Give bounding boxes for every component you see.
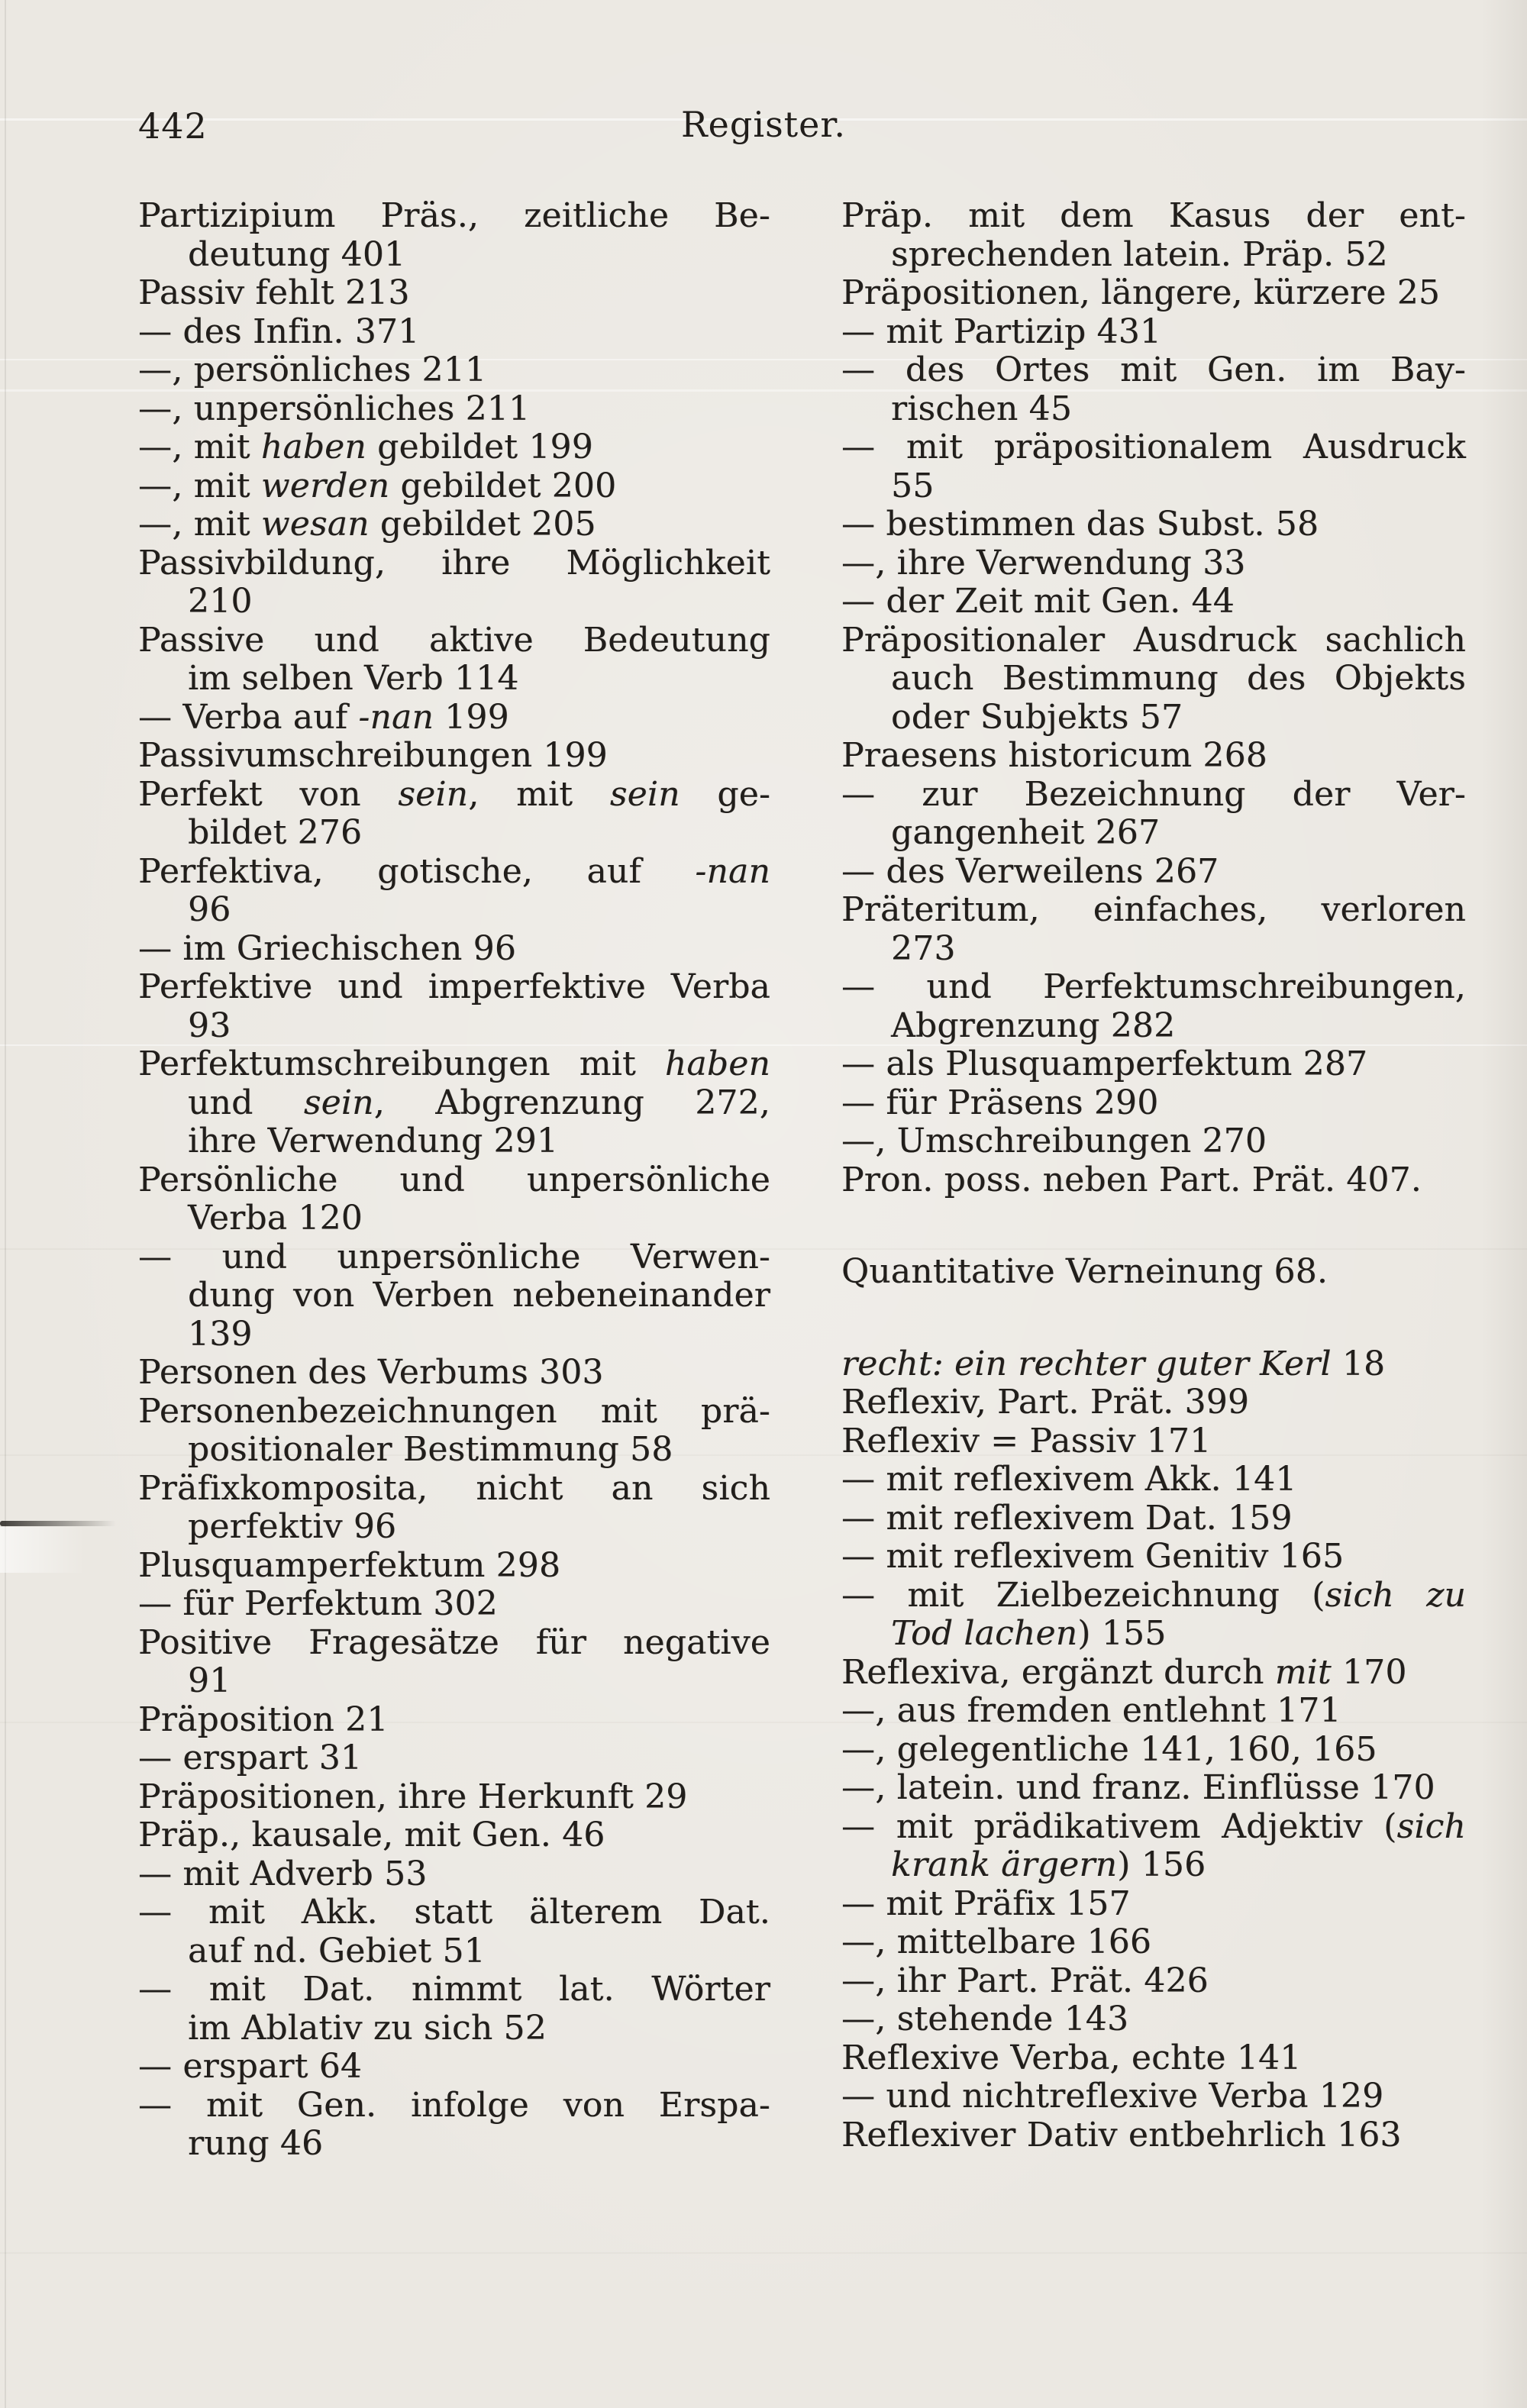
index-text: Perfekt von xyxy=(138,774,399,814)
index-text: im selben Verb 114 xyxy=(188,659,519,698)
index-text: — mit Gen. infolge von Erspa- xyxy=(138,2085,770,2125)
index-text: Reflexiver Dativ entbehrlich 163 xyxy=(841,2115,1402,2155)
index-line xyxy=(188,1431,770,1470)
index-text: —, persönliches 211 xyxy=(138,350,487,389)
index-line xyxy=(891,699,1466,738)
index-text: auf nd. Gebiet 51 xyxy=(188,1931,486,1971)
index-line xyxy=(841,428,1466,467)
index-text: — erspart 64 xyxy=(138,2047,363,2086)
index-text: gebildet 205 xyxy=(369,505,596,544)
index-line xyxy=(841,1769,1466,1808)
index-text: 199 xyxy=(434,697,509,737)
index-text: Abgrenzung 282 xyxy=(891,1005,1176,1045)
index-line xyxy=(138,1393,770,1432)
index-term-italic: haben xyxy=(664,1044,770,1083)
index-text: Partizipium Präs., zeitliche Be- xyxy=(138,196,770,235)
index-line xyxy=(891,1846,1466,1885)
index-text: —, aus fremden entlehnt 171 xyxy=(841,1691,1341,1730)
index-text: perfektiv 96 xyxy=(188,1507,397,1546)
index-line xyxy=(188,660,770,699)
index-line xyxy=(188,2125,770,2164)
index-line xyxy=(891,1007,1466,1046)
index-line xyxy=(841,1422,1466,1461)
index-text: Personen des Verbums 303 xyxy=(138,1353,604,1392)
index-line xyxy=(188,1199,770,1238)
index-line xyxy=(841,1577,1466,1616)
index-line xyxy=(188,814,770,853)
index-line xyxy=(891,236,1466,275)
index-text: — für Perfektum 302 xyxy=(138,1584,498,1623)
index-line xyxy=(138,699,770,738)
index-line xyxy=(138,1701,770,1740)
index-line xyxy=(138,1354,770,1393)
index-text: —, gelegentliche 141, 160, 165 xyxy=(841,1729,1377,1769)
index-text: — mit Dat. nimmt lat. Wörter xyxy=(138,1970,770,2009)
index-text: 91 xyxy=(188,1661,231,1700)
index-line xyxy=(841,544,1466,583)
index-text: — und Perfektumschreibungen, xyxy=(841,967,1466,1006)
index-text: 139 xyxy=(188,1314,253,1354)
index-text: 93 xyxy=(188,1005,231,1045)
index-term-italic: werden xyxy=(260,466,390,505)
index-term-italic: mit xyxy=(1274,1652,1332,1692)
index-line xyxy=(841,1345,1466,1384)
index-term-italic: krank ärgern xyxy=(891,1845,1118,1884)
index-column-left xyxy=(138,197,770,2164)
index-text: deutung 401 xyxy=(188,234,406,274)
index-line xyxy=(841,1122,1466,1161)
index-text: Personenbezeichnungen mit prä- xyxy=(138,1391,770,1431)
index-line xyxy=(188,1315,770,1354)
index-text: — mit prädikativem Adjektiv ( xyxy=(841,1806,1397,1846)
index-text: sprechenden latein. Präp. 52 xyxy=(891,234,1388,274)
index-line xyxy=(841,1654,1466,1693)
index-line xyxy=(138,853,770,892)
index-text: — mit präpositionalem Ausdruck xyxy=(841,428,1466,466)
index-line xyxy=(138,313,770,352)
index-line xyxy=(138,1585,770,1624)
index-text: — mit Zielbezeichnung ( xyxy=(841,1575,1325,1615)
index-line xyxy=(841,853,1466,892)
index-text: im Ablativ zu sich 52 xyxy=(188,2008,547,2048)
index-line xyxy=(138,1971,770,2009)
index-text: gangenheit 267 xyxy=(891,813,1161,852)
index-text: 18 xyxy=(1331,1344,1386,1383)
index-line xyxy=(138,737,770,776)
index-line xyxy=(841,313,1466,352)
index-text: — und unpersönliche Verwen- xyxy=(138,1237,770,1277)
index-text: — mit reflexivem Akk. 141 xyxy=(841,1460,1297,1499)
index-text: Präp. mit dem Kasus der ent- xyxy=(841,196,1466,235)
index-line xyxy=(138,428,770,467)
index-term-italic: sich xyxy=(1396,1806,1466,1846)
index-text: — im Griechischen 96 xyxy=(138,928,517,968)
index-line xyxy=(841,1045,1466,1084)
index-term-italic: recht: ein rechter guter Kerl xyxy=(841,1344,1332,1383)
index-term-italic: -nan xyxy=(358,697,434,737)
index-line xyxy=(841,1161,1466,1200)
index-line xyxy=(138,1855,770,1894)
index-line xyxy=(841,1885,1466,1924)
index-text: Plusquamperfektum 298 xyxy=(138,1545,561,1585)
index-text: dung von Verben nebeneinander xyxy=(188,1276,770,1315)
index-term-italic: wesan xyxy=(260,505,370,544)
index-line xyxy=(891,390,1466,429)
index-text: , Abgrenzung 272, xyxy=(373,1083,770,1122)
index-text: gebildet 200 xyxy=(389,466,617,505)
index-line xyxy=(138,1816,770,1855)
index-line xyxy=(841,1383,1466,1422)
index-line xyxy=(841,1731,1466,1770)
index-text: 96 xyxy=(188,890,231,929)
index-text: Präposition 21 xyxy=(138,1699,389,1739)
index-line xyxy=(138,351,770,390)
index-line xyxy=(841,1499,1466,1538)
index-column-right xyxy=(841,197,1466,2155)
index-text: — und nichtreflexive Verba 129 xyxy=(841,2077,1384,2116)
index-text: — mit reflexivem Dat. 159 xyxy=(841,1498,1293,1538)
index-term-italic: sein xyxy=(303,1083,374,1122)
index-line xyxy=(138,1778,770,1817)
index-line xyxy=(138,274,770,313)
index-line xyxy=(841,1962,1466,2001)
index-line xyxy=(138,1238,770,1277)
index-text: Passivbildung, ihre Möglichkeit xyxy=(138,543,770,583)
index-line xyxy=(841,1253,1466,1292)
index-text: — mit Partizip 431 xyxy=(841,311,1162,351)
scan-crease-highlight-artifact xyxy=(0,1527,107,1573)
index-text: —, mit xyxy=(138,466,261,505)
index-text: , mit xyxy=(468,774,610,814)
index-text: — mit Adverb 53 xyxy=(138,1854,428,1893)
index-line xyxy=(138,2048,770,2087)
index-line xyxy=(841,505,1466,544)
index-term-italic: -nan xyxy=(695,851,770,891)
scan-edge-shade-artifact xyxy=(1481,0,1527,2408)
index-line xyxy=(188,1932,770,1971)
index-text: —, ihr Part. Prät. 426 xyxy=(841,1961,1209,2000)
index-text: positionaler Bestimmung 58 xyxy=(188,1430,673,1469)
index-text: —, latein. und franz. Einflüsse 170 xyxy=(841,1768,1435,1807)
index-line xyxy=(841,968,1466,1007)
index-line xyxy=(188,1122,770,1161)
index-line xyxy=(891,930,1466,969)
index-text: — des Verweilens 267 xyxy=(841,851,1219,891)
index-line xyxy=(188,583,770,621)
index-text: ihre Verwendung 291 xyxy=(188,1122,559,1160)
index-text: rung 46 xyxy=(188,2124,324,2163)
index-text: — bestimmen das Subst. 58 xyxy=(841,505,1319,544)
index-line xyxy=(138,390,770,429)
index-line xyxy=(138,544,770,583)
index-line xyxy=(138,968,770,1007)
index-text: Perfektive und imperfektive Verba xyxy=(138,967,770,1006)
index-line xyxy=(138,1547,770,1586)
index-text: — für Präsens 290 xyxy=(841,1083,1159,1122)
index-text: Reflexive Verba, echte 141 xyxy=(841,2038,1302,2077)
index-text: —, Umschreibungen 270 xyxy=(841,1122,1267,1160)
index-line xyxy=(841,2116,1466,2155)
index-line xyxy=(138,1739,770,1778)
index-text: Reflexiv = Passiv 171 xyxy=(841,1421,1212,1461)
index-line xyxy=(138,1045,770,1084)
index-line xyxy=(138,2087,770,2126)
index-line xyxy=(841,737,1466,776)
index-line xyxy=(891,814,1466,853)
index-text: Positive Fragesätze für negative xyxy=(138,1622,770,1662)
index-text: —, stehende 143 xyxy=(841,2000,1129,2038)
index-term-italic: sich zu xyxy=(1325,1575,1466,1615)
index-line xyxy=(841,583,1466,621)
index-line xyxy=(188,1662,770,1701)
index-line xyxy=(841,2000,1466,2039)
index-line xyxy=(188,2009,770,2048)
index-text: und xyxy=(188,1083,304,1122)
index-text: — mit Akk. statt älterem Dat. xyxy=(138,1893,770,1932)
index-text: 273 xyxy=(891,928,956,968)
index-line xyxy=(891,467,1466,506)
index-line xyxy=(841,1923,1466,1962)
index-text: Praesens historicum 268 xyxy=(841,736,1267,775)
index-line xyxy=(841,1538,1466,1577)
index-term-italic: haben xyxy=(260,428,366,466)
index-line xyxy=(188,236,770,275)
index-text: Perfektumschreibungen mit xyxy=(138,1044,665,1083)
index-line xyxy=(138,1161,770,1200)
index-text: ) 156 xyxy=(1117,1845,1206,1884)
index-line xyxy=(138,467,770,506)
index-line xyxy=(841,1808,1466,1847)
index-line xyxy=(841,1461,1466,1499)
index-line xyxy=(841,1692,1466,1731)
index-text: —, mit xyxy=(138,428,261,466)
index-text: Präpositionen, längere, kürzere 25 xyxy=(841,273,1441,312)
index-text: Präteritum, einfaches, verloren xyxy=(841,890,1466,929)
index-text: ) 155 xyxy=(1077,1614,1167,1653)
index-text: Passive und aktive Bedeutung xyxy=(138,620,770,660)
index-line xyxy=(138,197,770,236)
index-line xyxy=(841,891,1466,930)
index-text: Reflexiv, Part. Prät. 399 xyxy=(841,1383,1250,1422)
index-text: oder Subjekts 57 xyxy=(891,697,1183,737)
index-text: ge- xyxy=(680,774,771,814)
index-line xyxy=(138,621,770,660)
index-text: 55 xyxy=(891,466,935,505)
index-text: Pron. poss. neben Part. Prät. 407. xyxy=(841,1160,1422,1199)
index-text: Präpositionaler Ausdruck sachlich xyxy=(841,620,1466,660)
index-text: rischen 45 xyxy=(891,389,1073,428)
index-text: 170 xyxy=(1331,1652,1407,1692)
page-header xyxy=(0,0,1527,176)
index-text: — des Infin. 371 xyxy=(138,311,420,351)
index-line xyxy=(841,776,1466,815)
index-text: Präfixkomposita, nicht an sich xyxy=(138,1468,770,1508)
index-text: — der Zeit mit Gen. 44 xyxy=(841,582,1235,621)
index-text: —, unpersönliches 211 xyxy=(138,389,531,428)
index-line xyxy=(841,2039,1466,2078)
index-text: Quantitative Verneinung 68. xyxy=(841,1252,1328,1291)
index-text: —, mittelbare 166 xyxy=(841,1922,1152,1961)
index-text: — zur Bezeichnung der Ver- xyxy=(841,774,1466,814)
index-line xyxy=(138,505,770,544)
index-term-italic: sein xyxy=(398,774,469,814)
index-line xyxy=(841,1084,1466,1123)
index-text: Präpositionen, ihre Herkunft 29 xyxy=(138,1777,688,1816)
index-text: Passivumschreibungen 199 xyxy=(138,736,608,775)
index-line xyxy=(841,2077,1466,2116)
index-line xyxy=(188,891,770,930)
index-line xyxy=(138,776,770,815)
index-line xyxy=(138,930,770,969)
index-line xyxy=(188,1084,770,1123)
index-line xyxy=(188,1007,770,1046)
index-text: auch Bestimmung des Objekts xyxy=(891,659,1466,698)
index-text: Persönliche und unpersönliche xyxy=(138,1160,770,1199)
index-line xyxy=(188,1277,770,1315)
index-text: — mit Präfix 157 xyxy=(841,1883,1131,1923)
index-text: —, mit xyxy=(138,505,261,544)
index-text: bildet 276 xyxy=(188,813,363,852)
page-title: Register. xyxy=(681,104,846,145)
index-term-italic: Tod lachen xyxy=(891,1614,1078,1653)
index-text: gebildet 199 xyxy=(366,428,593,466)
index-line xyxy=(841,351,1466,390)
page-number: 442 xyxy=(138,105,208,147)
index-line xyxy=(891,1615,1466,1654)
index-line xyxy=(188,1508,770,1547)
index-text: — erspart 31 xyxy=(138,1738,363,1777)
index-text: Perfektiva, gotische, auf xyxy=(138,851,696,891)
index-line xyxy=(138,1470,770,1509)
index-text: — mit reflexivem Genitiv 165 xyxy=(841,1537,1345,1576)
index-line xyxy=(841,274,1466,313)
index-text: — Verba auf xyxy=(138,697,359,737)
index-line xyxy=(138,1893,770,1932)
index-text: Passiv fehlt 213 xyxy=(138,273,410,312)
index-text: Verba 120 xyxy=(188,1199,363,1238)
index-text: — als Plusquamperfektum 287 xyxy=(841,1044,1368,1083)
index-text: —, ihre Verwendung 33 xyxy=(841,543,1246,583)
index-line xyxy=(841,197,1466,236)
index-line xyxy=(138,1624,770,1663)
index-text: 210 xyxy=(188,582,253,621)
index-text: — des Ortes mit Gen. im Bay- xyxy=(841,350,1466,389)
index-line xyxy=(841,621,1466,660)
index-term-italic: sein xyxy=(609,774,680,814)
scan-edge-line-artifact xyxy=(5,0,6,2408)
index-text: Reflexiva, ergänzt durch xyxy=(841,1652,1275,1692)
index-line xyxy=(891,660,1466,699)
scan-crease-artifact xyxy=(0,1521,126,1526)
index-text: Präp., kausale, mit Gen. 46 xyxy=(138,1816,605,1854)
